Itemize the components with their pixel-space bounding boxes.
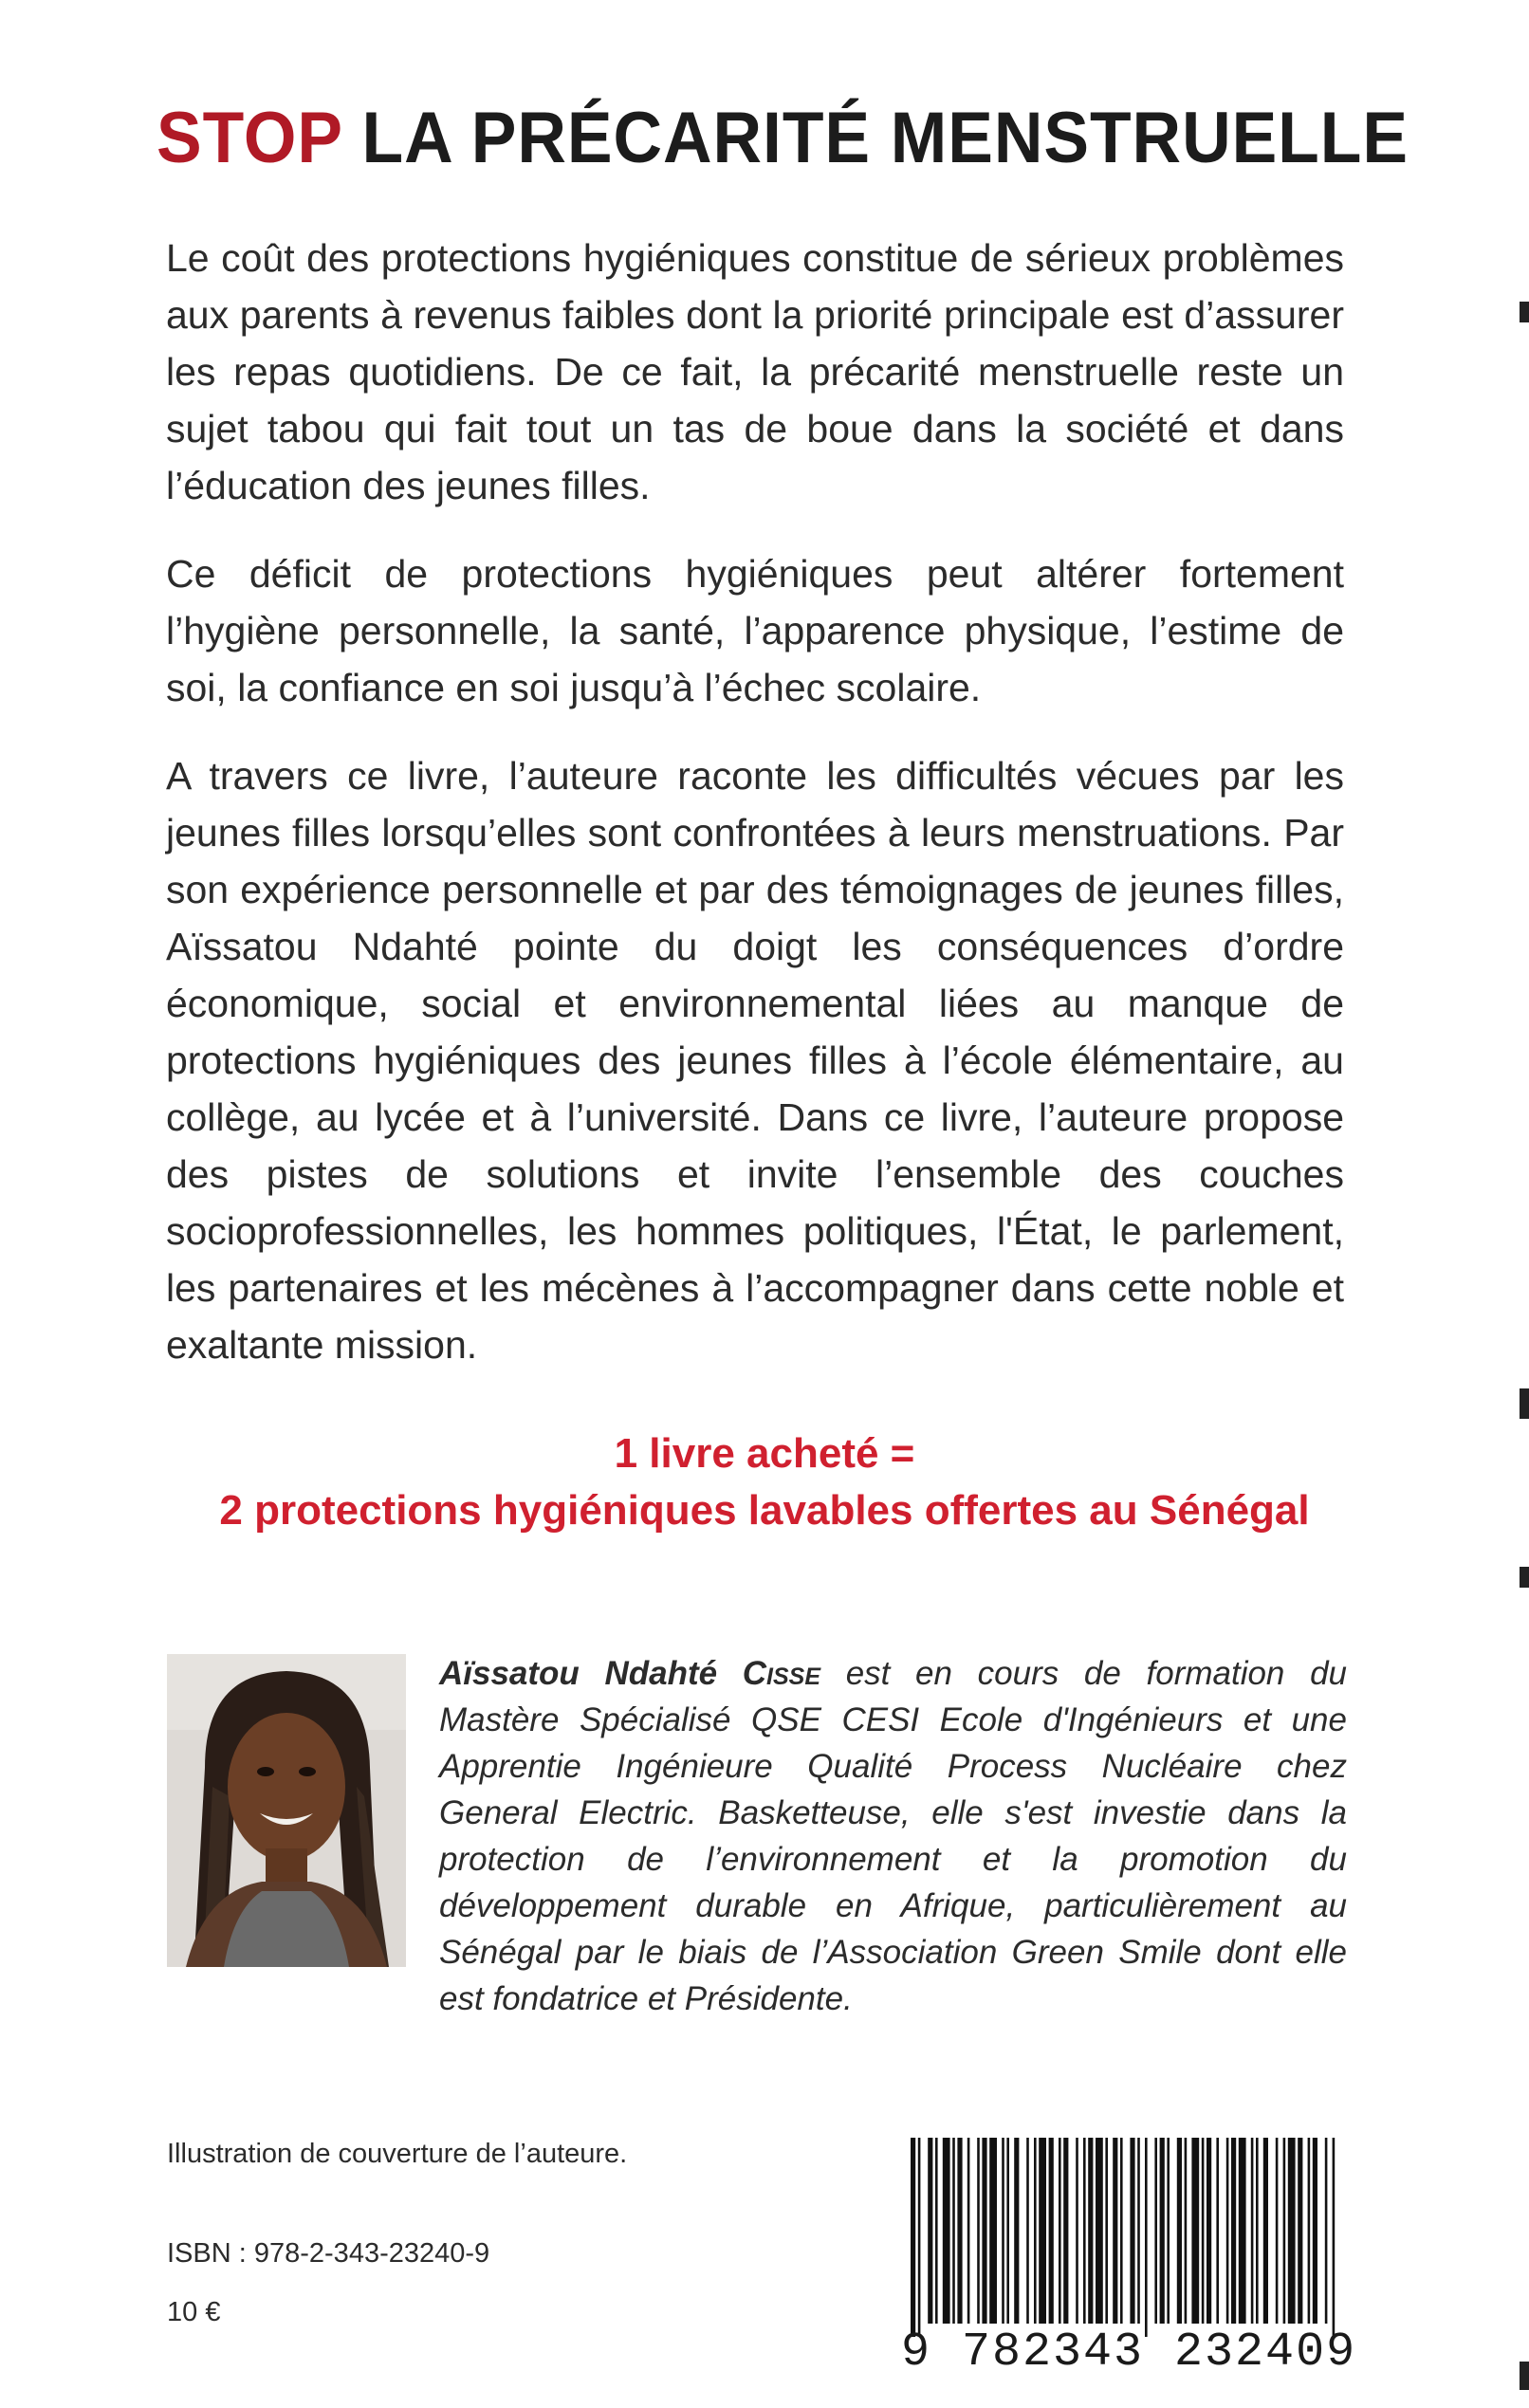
barcode-bar — [1202, 2138, 1205, 2324]
barcode-bar — [1105, 2138, 1108, 2324]
barcode-bar — [1113, 2138, 1117, 2324]
blurb-paragraph: Ce déficit de protections hygiéniques peut altérer fortement l’hygiène personnelle, la santé, l’apparence physique, l’estime de soi, la confiance en soi jusqu’à l’échec scolaire. — [166, 552, 1344, 709]
barcode-bar — [982, 2138, 986, 2324]
barcode-bar — [1325, 2138, 1328, 2324]
cover-credit: Illustration de couverture de l’auteure. — [167, 2139, 628, 2169]
blurb-paragraph: Le coût des protections hygiéniques constitue de sérieux problèmes aux parents à revenus faibles dont la priorité principale est d’assurer les repas quotidiens. De ce fait, la précarité menstruelle reste un sujet tabou qui fait tout un tas de boue dans la société et dans l’éducation des jeunes filles. — [166, 236, 1344, 507]
barcode-bar — [1063, 2138, 1068, 2324]
barcode-bar — [1049, 2138, 1054, 2324]
barcode-bar — [1160, 2138, 1165, 2324]
blurb-paragraph: A travers ce livre, l’auteure raconte les difficultés vécues par les jeunes filles lorsqu’elles sont confrontées à leurs menstruations. Par son expérience personnelle et par des témoignages de jeunes filles, Aïssatou Ndahté pointe du doigt les conséquences d’ordre économique, social et environnemental liées au manque de protections hygiéniques des jeunes filles à l’école élémentaire, au collège, au lycée et à l’université. Dans ce livre, l’auteure propose des pistes de solutions et invite l’ensemble des couches socioprofessionnelles, les hommes politiques, l'État, le parlement, les partenaires et les mécènes à l’accompagner dans cette noble et exaltante mission. — [166, 754, 1344, 1367]
title-stop: STOP — [157, 98, 342, 178]
barcode-bar — [1083, 2138, 1086, 2324]
author-photo — [167, 1654, 406, 1967]
barcode-bar — [1333, 2138, 1336, 2337]
barcode-bar — [1308, 2138, 1311, 2324]
barcode-bar — [1191, 2138, 1199, 2324]
edge-mark — [1520, 2362, 1529, 2390]
barcode-bar — [957, 2138, 962, 2324]
barcode-bar — [977, 2138, 980, 2324]
barcode-bar — [967, 2138, 970, 2324]
barcode-bar — [1226, 2138, 1229, 2324]
barcode-bar — [989, 2138, 997, 2324]
barcode-bar — [1298, 2138, 1302, 2324]
author-first-name: Aïssatou Ndahté — [439, 1655, 718, 1692]
barcode-bar — [1076, 2138, 1078, 2324]
barcode-bar — [1002, 2138, 1004, 2324]
barcode-bar — [1231, 2138, 1236, 2324]
barcode-bar — [1120, 2138, 1123, 2324]
barcode-bar — [1276, 2138, 1279, 2324]
cover-title — [157, 98, 1409, 178]
barcode-number: 9 782343 232409 — [901, 2325, 1357, 2380]
barcode-bar — [1039, 2138, 1046, 2324]
barcode-bar — [1059, 2138, 1061, 2324]
barcode-bar — [1154, 2138, 1157, 2324]
title-rest: LA PRÉCARITÉ MENSTRUELLE — [361, 98, 1409, 178]
barcode-bar — [1216, 2138, 1219, 2324]
barcode-bar — [1251, 2138, 1254, 2324]
barcode-bar — [1167, 2138, 1170, 2324]
barcode-bar — [1283, 2138, 1286, 2324]
author-bio-text: est en cours de formation du Mastère Spécialisé QSE CESI Ecole d'Ingénieurs et une Apprentie Ingénieure Qualité Process Nucléaire chez General Electric. Basketteuse, elle s'est investie dans la protection de l’environnement et la promotion du développement durable en Afrique, particulièrement au Sénégal par le biais de l’Association Green Smile dont elle est fondatrice et Présidente. — [439, 1655, 1347, 2017]
barcode — [907, 2138, 1341, 2337]
barcode-bar — [1288, 2138, 1296, 2324]
barcode-bar — [1014, 2138, 1019, 2324]
barcode-bar — [1313, 2138, 1317, 2324]
promo-line-1: 1 livre acheté = — [614, 1430, 915, 1477]
barcode-bar — [952, 2138, 955, 2324]
blurb — [166, 230, 1344, 1405]
barcode-bar — [1130, 2138, 1134, 2324]
barcode-bar — [1145, 2138, 1148, 2337]
barcode-bar — [928, 2138, 932, 2324]
edge-mark — [1520, 1388, 1529, 1419]
barcode-bar — [1137, 2138, 1140, 2324]
barcode-bar — [1026, 2138, 1029, 2324]
barcode-bar — [1239, 2138, 1246, 2324]
isbn: ISBN : 978-2-343-23240-9 — [167, 2238, 490, 2269]
barcode-bar — [935, 2138, 938, 2324]
barcode-bar — [1006, 2138, 1009, 2324]
barcode-bar — [1034, 2138, 1037, 2324]
price: 10 € — [167, 2297, 221, 2327]
barcode-bar — [1177, 2138, 1182, 2324]
barcode-bar — [1096, 2138, 1103, 2324]
barcode-bar — [1263, 2138, 1268, 2324]
barcode-bar — [911, 2138, 915, 2337]
barcode-bar — [943, 2138, 950, 2324]
barcode-bar — [918, 2138, 921, 2337]
promo-callout — [95, 1425, 1434, 1539]
barcode-bar — [1088, 2138, 1093, 2324]
edge-mark — [1520, 302, 1529, 322]
edge-mark — [1520, 1567, 1529, 1588]
barcode-bar — [1207, 2138, 1211, 2324]
barcode-bar — [1185, 2138, 1188, 2324]
author-bio — [439, 1650, 1347, 2022]
author-surname: Cisse — [742, 1655, 821, 1692]
promo-line-2: 2 protections hygiéniques lavables offertes au Sénégal — [219, 1487, 1310, 1534]
barcode-bar — [1256, 2138, 1259, 2324]
